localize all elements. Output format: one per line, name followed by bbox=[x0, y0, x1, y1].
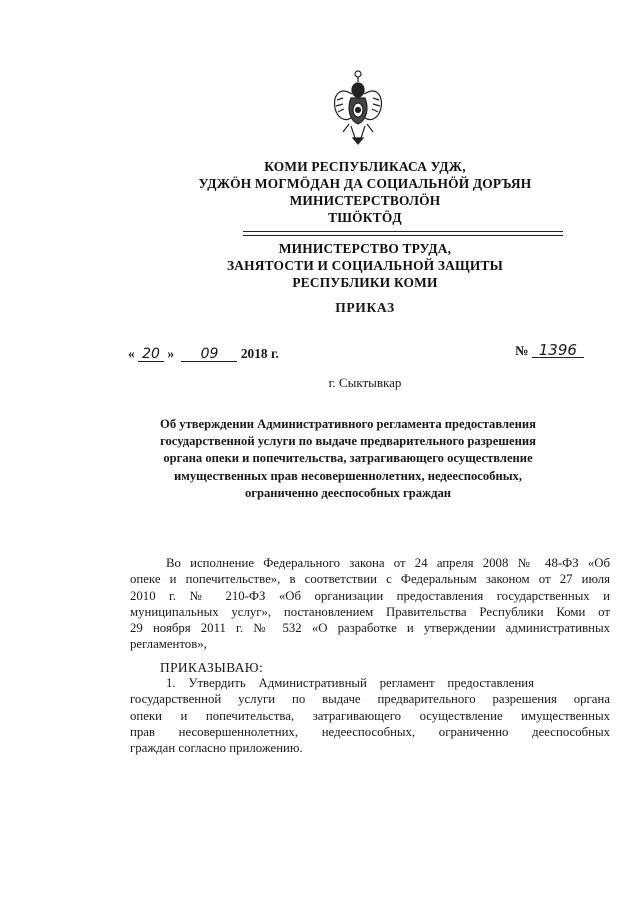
header-divider bbox=[243, 231, 563, 232]
komi-ministry-header bbox=[150, 158, 580, 226]
ru-header-line: МИНИСТЕРСТВО ТРУДА, bbox=[278, 241, 452, 256]
subject-line: Об утверждении Административного регламента предоставления bbox=[160, 417, 536, 431]
date-open-quote: « bbox=[128, 346, 135, 361]
komi-header-line: ТШӦКТӦД bbox=[328, 210, 402, 225]
order-item-1 bbox=[130, 675, 610, 756]
subject-line: ограниченно дееспособных граждан bbox=[244, 485, 452, 500]
preamble-line: 2010 г. № 210-ФЗ «Об организации предоставления государственных и bbox=[130, 588, 610, 603]
ru-header-line: РЕСПУБЛИКИ КОМИ bbox=[292, 275, 438, 290]
date-month: 09 bbox=[181, 347, 237, 362]
ru-header-line: ЗАНЯТОСТИ И СОЦИАЛЬНОЙ ЗАЩИТЫ bbox=[226, 258, 504, 273]
item-line: граждан согласно приложению. bbox=[130, 741, 303, 756]
item-line: государственной услуги по выдаче предварительного разрешения органа bbox=[130, 692, 610, 707]
document-type-title: ПРИКАЗ bbox=[335, 300, 395, 315]
order-number bbox=[515, 343, 584, 359]
subject-line: государственной услуги по выдаче предварительного разрешения bbox=[160, 434, 536, 449]
subject-line: органа опеки и попечительства, затрагивающего осуществление bbox=[163, 451, 533, 466]
date-close-quote: » bbox=[167, 346, 175, 361]
preamble-line: регламентов», bbox=[130, 637, 207, 652]
header-divider bbox=[243, 235, 563, 236]
order-directive-word: ПРИКАЗЫВАЮ: bbox=[160, 660, 264, 675]
komi-header-line: УДЖӦН МОГМӦДАН ДА СОЦИАЛЬНӦЙ ДОРЪЯН bbox=[198, 176, 532, 191]
order-subject bbox=[118, 416, 578, 502]
date-year: 2018 г. bbox=[240, 346, 279, 361]
preamble-paragraph bbox=[130, 555, 610, 653]
komi-header-line: МИНИСТЕРСТВОЛӦН bbox=[289, 193, 441, 208]
item-line: 1. Утвердить Административный регламент предоставления bbox=[166, 676, 535, 690]
number-sign: № bbox=[515, 343, 529, 358]
preamble-line: муниципальных услуг», постановлением Правительства Республики Коми от bbox=[130, 604, 610, 619]
komi-header-line: КОМИ РЕСПУБЛИКАСА УДЖ, bbox=[264, 159, 466, 174]
preamble-line: 29 ноября 2011 г. № 532 «О разработке и утверждении административных bbox=[130, 621, 610, 636]
item-line: опеки и попечительства, затрагивающего осуществление имущественных bbox=[130, 708, 610, 723]
komi-coat-of-arms-icon bbox=[329, 68, 387, 146]
order-date bbox=[128, 346, 279, 362]
date-day: 20 bbox=[138, 347, 164, 362]
number-value: 1396 bbox=[532, 343, 584, 358]
preamble-line: Во исполнение Федерального закона от 24 апреля 2008 № 48-ФЗ «Об bbox=[166, 556, 610, 570]
item-line: прав несовершеннолетних, недееспособных, ограниченно дееспособных bbox=[130, 724, 610, 739]
city-name: г. Сыктывкар bbox=[328, 375, 402, 390]
subject-line: имущественных прав несовершеннолетних, недееспособных, bbox=[174, 468, 522, 483]
preamble-line: опеке и попечительстве», в соответствии с Федеральным законом от 27 июля bbox=[130, 572, 610, 587]
russian-ministry-header bbox=[150, 240, 580, 291]
